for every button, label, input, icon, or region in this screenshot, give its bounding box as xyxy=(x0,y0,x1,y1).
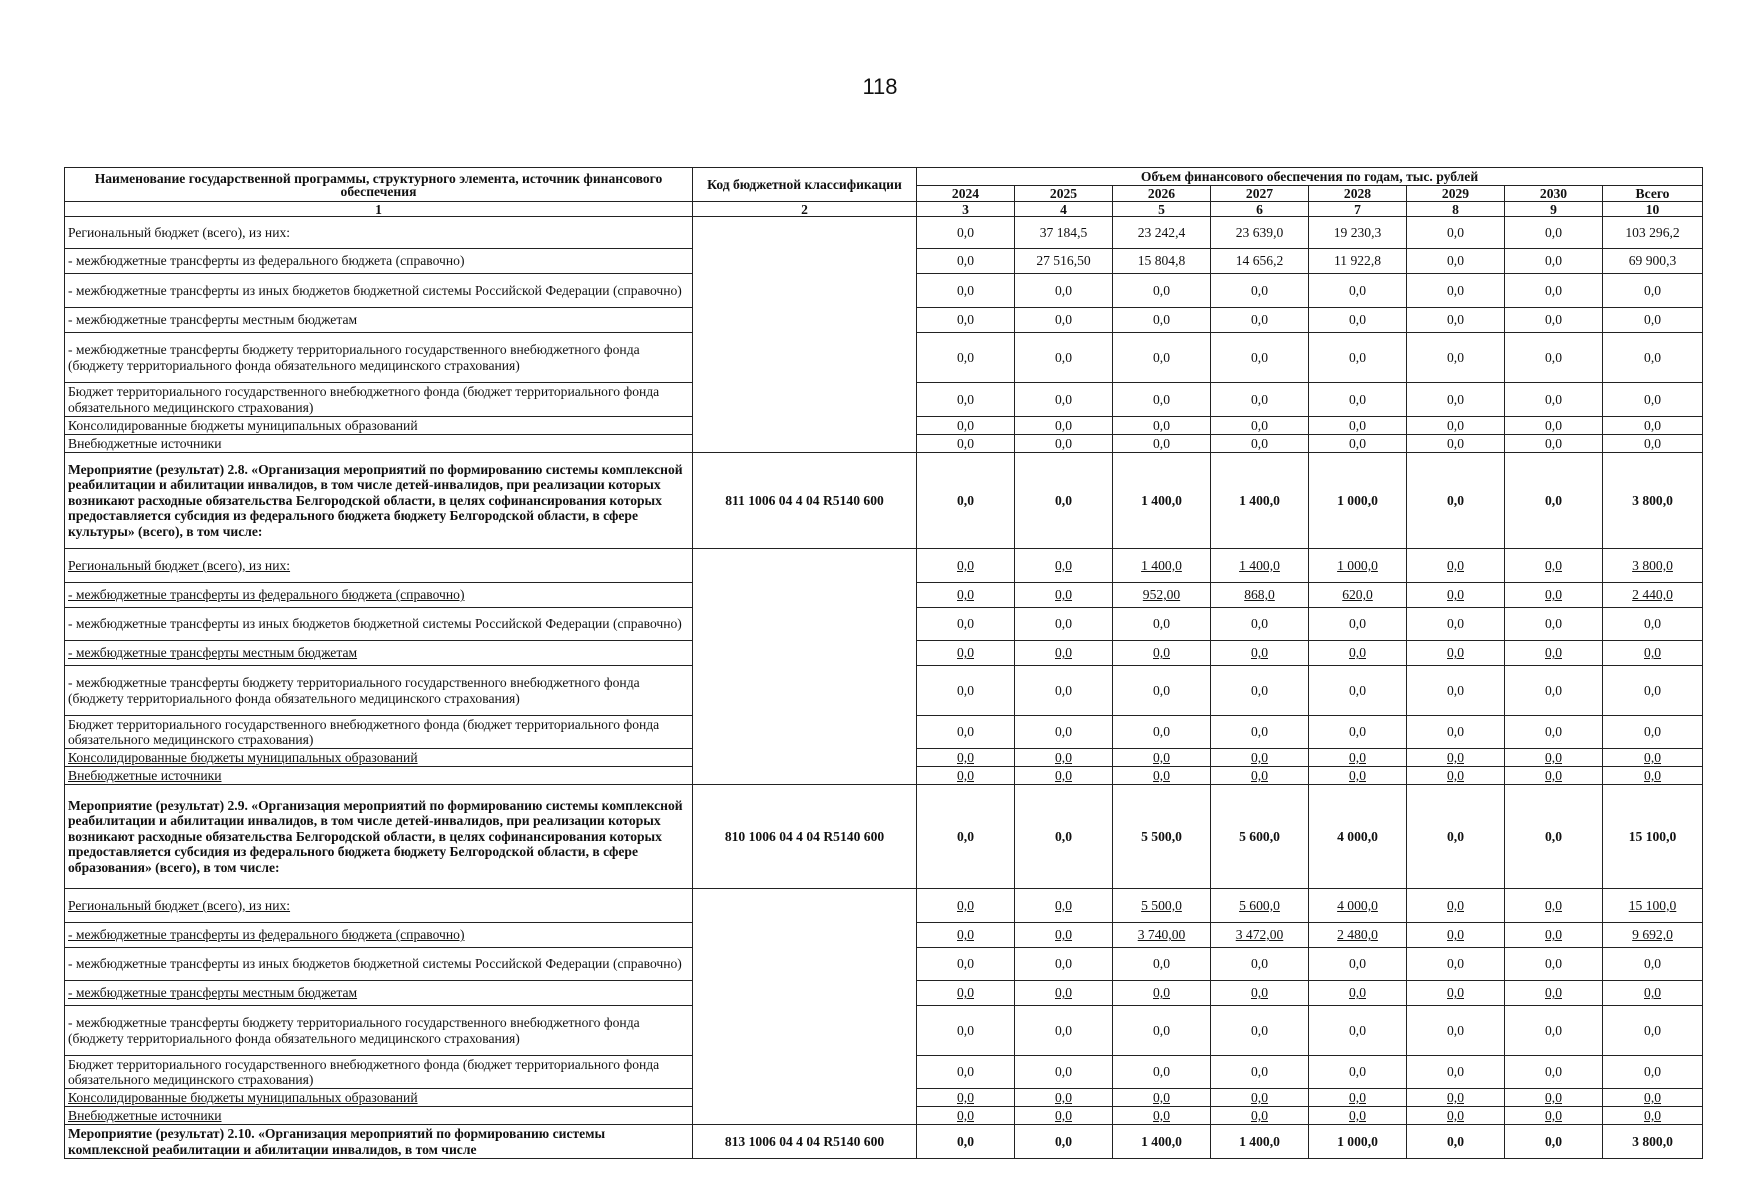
value-cell: 15 804,8 xyxy=(1113,249,1211,274)
header-year: 2030 xyxy=(1505,186,1603,202)
value-cell: 0,0 xyxy=(917,549,1015,583)
value-cell: 0,0 xyxy=(1211,1107,1309,1125)
value-cell: 0,0 xyxy=(1309,435,1407,453)
value-cell: 0,0 xyxy=(1015,767,1113,785)
value-cell: 0,0 xyxy=(1407,716,1505,749)
column-number: 7 xyxy=(1309,202,1407,217)
value-cell: 0,0 xyxy=(1211,333,1309,383)
value-cell: 0,0 xyxy=(917,608,1015,641)
value-cell: 0,0 xyxy=(1113,641,1211,666)
value-cell: 0,0 xyxy=(1505,641,1603,666)
value-cell: 0,0 xyxy=(1015,716,1113,749)
value-cell: 0,0 xyxy=(1407,417,1505,435)
total-cell: 69 900,3 xyxy=(1603,249,1703,274)
source-name: - межбюджетные трансферты из иных бюджетов бюджетной системы Российской Федерации (справочно) xyxy=(65,608,693,641)
value-cell: 0,0 xyxy=(1505,608,1603,641)
value-cell: 0,0 xyxy=(1211,948,1309,981)
total-cell: 0,0 xyxy=(1603,948,1703,981)
column-number: 1 xyxy=(65,202,693,217)
value-cell: 0,0 xyxy=(1211,383,1309,417)
value-cell: 0,0 xyxy=(1505,749,1603,767)
value-cell: 0,0 xyxy=(1113,383,1211,417)
value-cell: 0,0 xyxy=(1505,767,1603,785)
value-cell: 0,0 xyxy=(1015,453,1113,549)
value-cell: 23 242,4 xyxy=(1113,217,1211,249)
value-cell: 0,0 xyxy=(1113,749,1211,767)
value-cell: 0,0 xyxy=(1015,333,1113,383)
header-year: 2025 xyxy=(1015,186,1113,202)
value-cell: 0,0 xyxy=(1505,1056,1603,1089)
value-cell: 0,0 xyxy=(1309,666,1407,716)
value-cell: 1 000,0 xyxy=(1309,549,1407,583)
value-cell: 3 740,00 xyxy=(1113,923,1211,948)
budget-code-empty xyxy=(693,549,917,785)
value-cell: 0,0 xyxy=(1211,308,1309,333)
value-cell: 0,0 xyxy=(1407,274,1505,308)
value-cell: 0,0 xyxy=(1113,981,1211,1006)
value-cell: 0,0 xyxy=(1015,1125,1113,1159)
value-cell: 0,0 xyxy=(1407,666,1505,716)
total-cell: 0,0 xyxy=(1603,435,1703,453)
value-cell: 0,0 xyxy=(1505,923,1603,948)
source-name: - межбюджетные трансферты бюджету территориального государственного внебюджетного фонда (бюджету территориального фонда обязательного медицинского страхования) xyxy=(65,333,693,383)
source-name: Консолидированные бюджеты муниципальных образований xyxy=(65,749,693,767)
value-cell: 0,0 xyxy=(917,249,1015,274)
value-cell: 0,0 xyxy=(1407,333,1505,383)
total-cell: 3 800,0 xyxy=(1603,453,1703,549)
value-cell: 0,0 xyxy=(917,453,1015,549)
value-cell: 0,0 xyxy=(1211,641,1309,666)
value-cell: 0,0 xyxy=(1015,1089,1113,1107)
value-cell: 0,0 xyxy=(1407,1056,1505,1089)
value-cell: 3 472,00 xyxy=(1211,923,1309,948)
value-cell: 1 000,0 xyxy=(1309,1125,1407,1159)
value-cell: 0,0 xyxy=(1505,333,1603,383)
value-cell: 0,0 xyxy=(917,217,1015,249)
value-cell: 0,0 xyxy=(1309,1056,1407,1089)
source-name: Внебюджетные источники xyxy=(65,1107,693,1125)
value-cell: 952,00 xyxy=(1113,583,1211,608)
value-cell: 0,0 xyxy=(917,923,1015,948)
value-cell: 0,0 xyxy=(1309,608,1407,641)
value-cell: 0,0 xyxy=(1407,308,1505,333)
value-cell: 0,0 xyxy=(917,1107,1015,1125)
value-cell: 0,0 xyxy=(1211,981,1309,1006)
value-cell: 0,0 xyxy=(1113,1056,1211,1089)
value-cell: 0,0 xyxy=(1113,1107,1211,1125)
table-row xyxy=(65,889,1703,923)
value-cell: 14 656,2 xyxy=(1211,249,1309,274)
value-cell: 0,0 xyxy=(1309,1107,1407,1125)
header-year: 2026 xyxy=(1113,186,1211,202)
measure-name: Мероприятие (результат) 2.9. «Организация мероприятий по формированию системы комплексной реабилитации и абилитации инвалидов, в том числе детей-инвалидов, при реализации которых возникают расходные обязательства Белгородской области, в целях софинансирования которых предоставляется субсидия из федерального бюджета бюджету Белгородской области, в сфере образования» (всего), в том числе: xyxy=(65,785,693,889)
value-cell: 0,0 xyxy=(1505,1107,1603,1125)
value-cell: 0,0 xyxy=(917,749,1015,767)
value-cell: 5 600,0 xyxy=(1211,889,1309,923)
column-number: 9 xyxy=(1505,202,1603,217)
value-cell: 0,0 xyxy=(917,767,1015,785)
total-cell: 0,0 xyxy=(1603,641,1703,666)
value-cell: 0,0 xyxy=(1407,948,1505,981)
source-name: - межбюджетные трансферты из федерального бюджета (справочно) xyxy=(65,249,693,274)
page-number: 118 xyxy=(862,74,898,99)
value-cell: 0,0 xyxy=(917,641,1015,666)
value-cell: 0,0 xyxy=(1505,948,1603,981)
value-cell: 0,0 xyxy=(1015,948,1113,981)
value-cell: 4 000,0 xyxy=(1309,889,1407,923)
value-cell: 1 400,0 xyxy=(1211,549,1309,583)
value-cell: 0,0 xyxy=(1505,217,1603,249)
source-name: Региональный бюджет (всего), из них: xyxy=(65,217,693,249)
value-cell: 0,0 xyxy=(1309,948,1407,981)
value-cell: 0,0 xyxy=(1505,453,1603,549)
column-number: 4 xyxy=(1015,202,1113,217)
value-cell: 27 516,50 xyxy=(1015,249,1113,274)
value-cell: 0,0 xyxy=(1407,889,1505,923)
source-name: - межбюджетные трансферты из федерального бюджета (справочно) xyxy=(65,923,693,948)
value-cell: 37 184,5 xyxy=(1015,217,1113,249)
column-number: 2 xyxy=(693,202,917,217)
value-cell: 0,0 xyxy=(1505,435,1603,453)
source-name: Бюджет территориального государственного внебюджетного фонда (бюджет территориального фонда обязательного медицинского страхования) xyxy=(65,1056,693,1089)
value-cell: 11 922,8 xyxy=(1309,249,1407,274)
total-cell: 0,0 xyxy=(1603,274,1703,308)
source-name: - межбюджетные трансферты из иных бюджетов бюджетной системы Российской Федерации (справочно) xyxy=(65,274,693,308)
measure-row xyxy=(65,785,1703,889)
value-cell: 0,0 xyxy=(1505,583,1603,608)
source-name: Консолидированные бюджеты муниципальных образований xyxy=(65,417,693,435)
value-cell: 0,0 xyxy=(1015,435,1113,453)
value-cell: 0,0 xyxy=(917,948,1015,981)
total-cell: 0,0 xyxy=(1603,749,1703,767)
total-cell: 0,0 xyxy=(1603,333,1703,383)
value-cell: 0,0 xyxy=(1015,549,1113,583)
value-cell: 0,0 xyxy=(1113,333,1211,383)
value-cell: 0,0 xyxy=(1211,608,1309,641)
header-code: Код бюджетной классификации xyxy=(693,168,917,202)
value-cell: 1 000,0 xyxy=(1309,453,1407,549)
source-name: Бюджет территориального государственного внебюджетного фонда (бюджет территориального фонда обязательного медицинского страхования) xyxy=(65,383,693,417)
value-cell: 0,0 xyxy=(1015,666,1113,716)
column-number: 5 xyxy=(1113,202,1211,217)
total-cell: 0,0 xyxy=(1603,308,1703,333)
value-cell: 0,0 xyxy=(1015,1107,1113,1125)
source-name: - межбюджетные трансферты из иных бюджетов бюджетной системы Российской Федерации (справочно) xyxy=(65,948,693,981)
total-cell: 0,0 xyxy=(1603,417,1703,435)
value-cell: 5 500,0 xyxy=(1113,889,1211,923)
total-cell: 0,0 xyxy=(1603,1107,1703,1125)
budget-code-empty xyxy=(693,889,917,1125)
total-cell: 0,0 xyxy=(1603,666,1703,716)
budget-code: 811 1006 04 4 04 R5140 600 xyxy=(693,453,917,549)
value-cell: 0,0 xyxy=(1113,666,1211,716)
value-cell: 0,0 xyxy=(1015,308,1113,333)
value-cell: 0,0 xyxy=(1211,666,1309,716)
value-cell: 0,0 xyxy=(917,1125,1015,1159)
measure-row xyxy=(65,453,1703,549)
value-cell: 0,0 xyxy=(917,889,1015,923)
value-cell: 0,0 xyxy=(1407,1089,1505,1107)
total-cell: 0,0 xyxy=(1603,1006,1703,1056)
value-cell: 0,0 xyxy=(1309,417,1407,435)
value-cell: 620,0 xyxy=(1309,583,1407,608)
value-cell: 0,0 xyxy=(1015,1006,1113,1056)
value-cell: 0,0 xyxy=(917,981,1015,1006)
value-cell: 0,0 xyxy=(917,716,1015,749)
value-cell: 0,0 xyxy=(1505,889,1603,923)
value-cell: 0,0 xyxy=(1407,1006,1505,1056)
total-cell: 0,0 xyxy=(1603,1056,1703,1089)
value-cell: 0,0 xyxy=(1015,785,1113,889)
value-cell: 1 400,0 xyxy=(1113,1125,1211,1159)
source-name: - межбюджетные трансферты бюджету территориального государственного внебюджетного фонда (бюджету территориального фонда обязательного медицинского страхования) xyxy=(65,1006,693,1056)
value-cell: 0,0 xyxy=(1211,274,1309,308)
value-cell: 0,0 xyxy=(1211,435,1309,453)
value-cell: 1 400,0 xyxy=(1113,453,1211,549)
total-cell: 0,0 xyxy=(1603,608,1703,641)
value-cell: 0,0 xyxy=(1113,417,1211,435)
value-cell: 5 500,0 xyxy=(1113,785,1211,889)
value-cell: 0,0 xyxy=(1309,383,1407,417)
source-name: - межбюджетные трансферты местным бюджетам xyxy=(65,641,693,666)
measure-name: Мероприятие (результат) 2.8. «Организация мероприятий по формированию системы комплексной реабилитации и абилитации инвалидов, в том числе детей-инвалидов, при реализации которых возникают расходные обязательства Белгородской области, в целях софинансирования которых предоставляется субсидия из федерального бюджета бюджету Белгородской области, в сфере культуры» (всего), в том числе: xyxy=(65,453,693,549)
total-cell: 9 692,0 xyxy=(1603,923,1703,948)
value-cell: 1 400,0 xyxy=(1211,1125,1309,1159)
value-cell: 0,0 xyxy=(1015,583,1113,608)
column-number: 10 xyxy=(1603,202,1703,217)
value-cell: 0,0 xyxy=(917,785,1015,889)
source-name: - межбюджетные трансферты местным бюджетам xyxy=(65,308,693,333)
value-cell: 0,0 xyxy=(1211,1089,1309,1107)
value-cell: 0,0 xyxy=(1309,767,1407,785)
value-cell: 0,0 xyxy=(1015,1056,1113,1089)
value-cell: 2 480,0 xyxy=(1309,923,1407,948)
total-cell: 3 800,0 xyxy=(1603,1125,1703,1159)
value-cell: 0,0 xyxy=(1407,435,1505,453)
total-cell: 0,0 xyxy=(1603,981,1703,1006)
value-cell: 0,0 xyxy=(1113,608,1211,641)
value-cell: 0,0 xyxy=(1211,716,1309,749)
value-cell: 0,0 xyxy=(1407,641,1505,666)
value-cell: 0,0 xyxy=(1015,981,1113,1006)
value-cell: 0,0 xyxy=(917,1006,1015,1056)
value-cell: 0,0 xyxy=(1407,767,1505,785)
value-cell: 0,0 xyxy=(1407,549,1505,583)
value-cell: 4 000,0 xyxy=(1309,785,1407,889)
total-cell: 0,0 xyxy=(1603,716,1703,749)
value-cell: 0,0 xyxy=(1309,749,1407,767)
value-cell: 0,0 xyxy=(1113,716,1211,749)
value-cell: 0,0 xyxy=(917,1056,1015,1089)
value-cell: 0,0 xyxy=(1505,383,1603,417)
value-cell: 0,0 xyxy=(1113,308,1211,333)
value-cell: 0,0 xyxy=(1211,767,1309,785)
value-cell: 0,0 xyxy=(917,666,1015,716)
value-cell: 0,0 xyxy=(1015,641,1113,666)
value-cell: 868,0 xyxy=(1211,583,1309,608)
source-name: - межбюджетные трансферты из федерального бюджета (справочно) xyxy=(65,583,693,608)
value-cell: 0,0 xyxy=(1505,249,1603,274)
source-name: - межбюджетные трансферты бюджету территориального государственного внебюджетного фонда (бюджету территориального фонда обязательного медицинского страхования) xyxy=(65,666,693,716)
value-cell: 0,0 xyxy=(1113,274,1211,308)
header-year: 2027 xyxy=(1211,186,1309,202)
financing-table xyxy=(64,167,1703,1159)
total-cell: 15 100,0 xyxy=(1603,889,1703,923)
value-cell: 0,0 xyxy=(1505,716,1603,749)
source-name: Внебюджетные источники xyxy=(65,435,693,453)
value-cell: 0,0 xyxy=(1505,1125,1603,1159)
value-cell: 0,0 xyxy=(1015,274,1113,308)
header-total: Всего xyxy=(1603,186,1703,202)
value-cell: 0,0 xyxy=(1407,453,1505,549)
value-cell: 0,0 xyxy=(1113,435,1211,453)
value-cell: 0,0 xyxy=(1407,749,1505,767)
total-cell: 0,0 xyxy=(1603,767,1703,785)
value-cell: 0,0 xyxy=(1309,308,1407,333)
header-year: 2028 xyxy=(1309,186,1407,202)
value-cell: 0,0 xyxy=(1113,767,1211,785)
value-cell: 0,0 xyxy=(1113,1089,1211,1107)
value-cell: 5 600,0 xyxy=(1211,785,1309,889)
value-cell: 0,0 xyxy=(1407,923,1505,948)
source-name: Региональный бюджет (всего), из них: xyxy=(65,549,693,583)
value-cell: 0,0 xyxy=(917,383,1015,417)
value-cell: 0,0 xyxy=(917,435,1015,453)
value-cell: 1 400,0 xyxy=(1113,549,1211,583)
total-cell: 2 440,0 xyxy=(1603,583,1703,608)
value-cell: 19 230,3 xyxy=(1309,217,1407,249)
value-cell: 0,0 xyxy=(1309,981,1407,1006)
value-cell: 0,0 xyxy=(1505,666,1603,716)
value-cell: 0,0 xyxy=(917,583,1015,608)
value-cell: 0,0 xyxy=(1407,1107,1505,1125)
value-cell: 0,0 xyxy=(1211,417,1309,435)
value-cell: 0,0 xyxy=(917,308,1015,333)
budget-code: 810 1006 04 4 04 R5140 600 xyxy=(693,785,917,889)
measure-name: Мероприятие (результат) 2.10. «Организация мероприятий по формированию системы комплексной реабилитации и абилитации инвалидов, в том числе xyxy=(65,1125,693,1159)
budget-code-empty xyxy=(693,217,917,453)
value-cell: 0,0 xyxy=(1505,981,1603,1006)
value-cell: 23 639,0 xyxy=(1211,217,1309,249)
value-cell: 0,0 xyxy=(1505,1006,1603,1056)
value-cell: 0,0 xyxy=(1211,1006,1309,1056)
value-cell: 0,0 xyxy=(1505,1089,1603,1107)
total-cell: 103 296,2 xyxy=(1603,217,1703,249)
source-name: Внебюджетные источники xyxy=(65,767,693,785)
value-cell: 0,0 xyxy=(1309,641,1407,666)
value-cell: 0,0 xyxy=(1015,749,1113,767)
total-cell: 0,0 xyxy=(1603,1089,1703,1107)
value-cell: 0,0 xyxy=(1407,383,1505,417)
total-cell: 3 800,0 xyxy=(1603,549,1703,583)
value-cell: 0,0 xyxy=(1407,785,1505,889)
value-cell: 0,0 xyxy=(1505,549,1603,583)
value-cell: 0,0 xyxy=(1211,1056,1309,1089)
value-cell: 0,0 xyxy=(1211,749,1309,767)
value-cell: 0,0 xyxy=(1309,1089,1407,1107)
header-volume: Объем финансового обеспечения по годам, тыс. рублей xyxy=(917,168,1703,186)
value-cell: 0,0 xyxy=(1407,981,1505,1006)
value-cell: 0,0 xyxy=(1015,417,1113,435)
value-cell: 0,0 xyxy=(1309,274,1407,308)
header-name: Наименование государственной программы, структурного элемента, источник финансового обеспечения xyxy=(65,168,693,202)
value-cell: 0,0 xyxy=(1015,923,1113,948)
budget-code: 813 1006 04 4 04 R5140 600 xyxy=(693,1125,917,1159)
value-cell: 0,0 xyxy=(1505,274,1603,308)
value-cell: 0,0 xyxy=(917,417,1015,435)
value-cell: 0,0 xyxy=(1015,383,1113,417)
value-cell: 0,0 xyxy=(1309,716,1407,749)
table-row xyxy=(65,549,1703,583)
header-year: 2029 xyxy=(1407,186,1505,202)
total-cell: 0,0 xyxy=(1603,383,1703,417)
column-number: 3 xyxy=(917,202,1015,217)
value-cell: 0,0 xyxy=(1113,948,1211,981)
source-name: - межбюджетные трансферты местным бюджетам xyxy=(65,981,693,1006)
value-cell: 0,0 xyxy=(917,274,1015,308)
source-name: Консолидированные бюджеты муниципальных образований xyxy=(65,1089,693,1107)
value-cell: 0,0 xyxy=(1505,417,1603,435)
value-cell: 0,0 xyxy=(1407,1125,1505,1159)
column-number: 6 xyxy=(1211,202,1309,217)
table-row xyxy=(65,217,1703,249)
value-cell: 0,0 xyxy=(1309,1006,1407,1056)
header-year: 2024 xyxy=(917,186,1015,202)
source-name: Бюджет территориального государственного внебюджетного фонда (бюджет территориального фонда обязательного медицинского страхования) xyxy=(65,716,693,749)
value-cell: 0,0 xyxy=(1309,333,1407,383)
value-cell: 0,0 xyxy=(917,333,1015,383)
value-cell: 0,0 xyxy=(1505,308,1603,333)
value-cell: 0,0 xyxy=(1015,889,1113,923)
value-cell: 0,0 xyxy=(917,1089,1015,1107)
total-cell: 15 100,0 xyxy=(1603,785,1703,889)
value-cell: 0,0 xyxy=(1407,217,1505,249)
value-cell: 1 400,0 xyxy=(1211,453,1309,549)
source-name: Региональный бюджет (всего), из них: xyxy=(65,889,693,923)
value-cell: 0,0 xyxy=(1113,1006,1211,1056)
value-cell: 0,0 xyxy=(1505,785,1603,889)
value-cell: 0,0 xyxy=(1407,583,1505,608)
value-cell: 0,0 xyxy=(1407,249,1505,274)
value-cell: 0,0 xyxy=(1407,608,1505,641)
value-cell: 0,0 xyxy=(1015,608,1113,641)
measure-row xyxy=(65,1125,1703,1159)
column-number: 8 xyxy=(1407,202,1505,217)
